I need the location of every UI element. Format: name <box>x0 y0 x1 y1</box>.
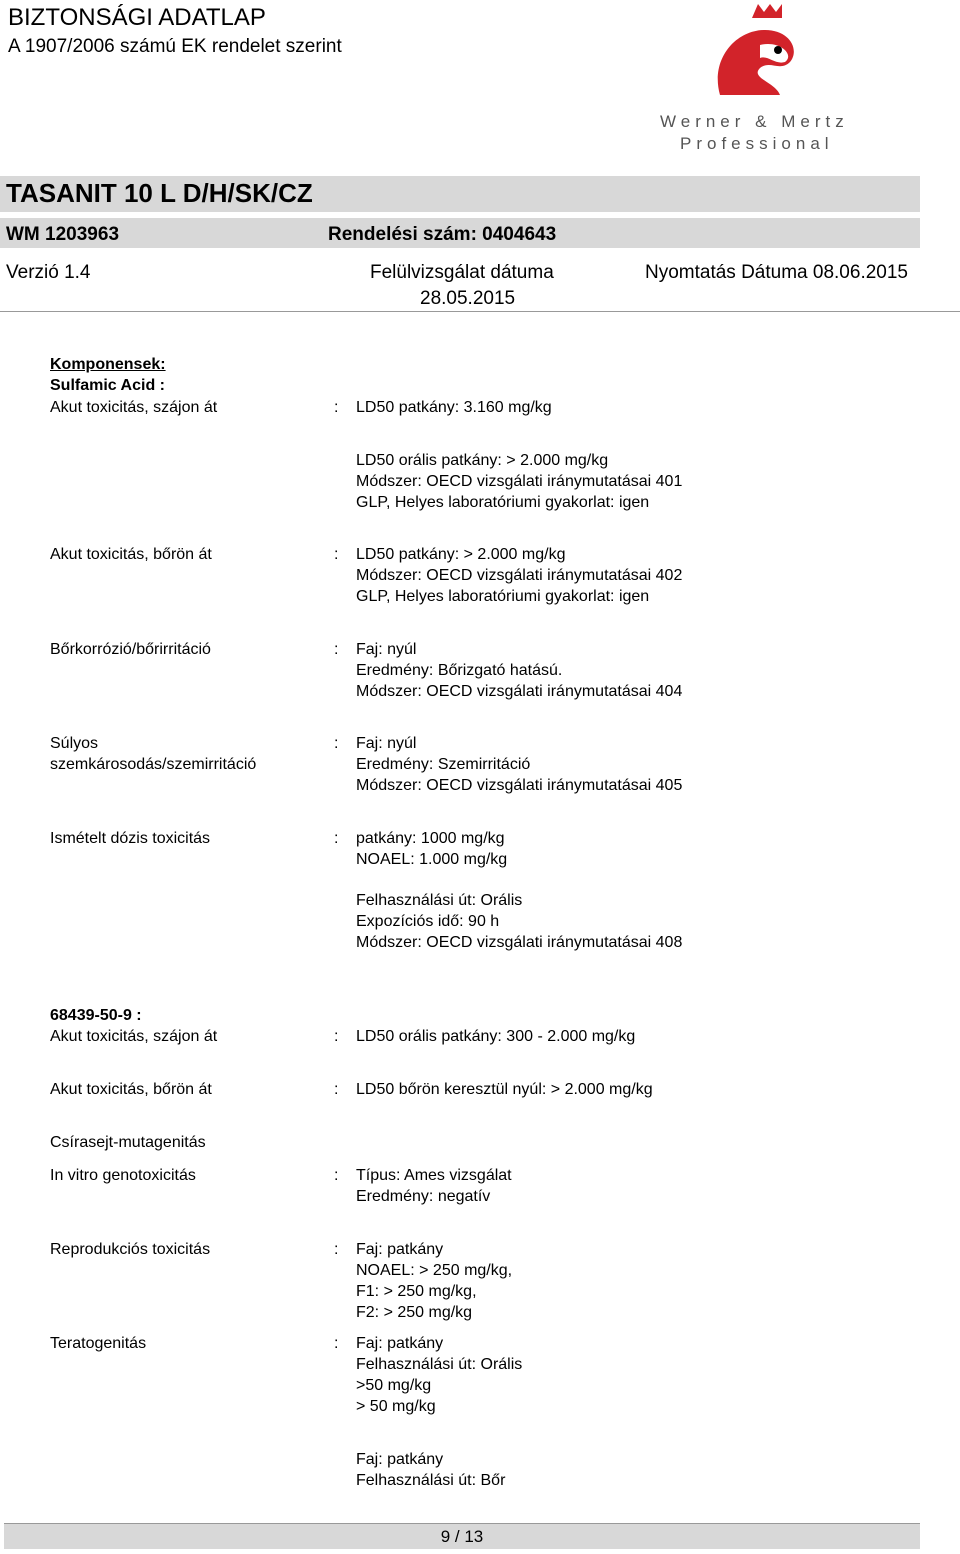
c5-value: Faj: patkány <box>356 1241 444 1258</box>
c2-colon: : <box>334 1081 339 1098</box>
s3-value: Faj: nyúl <box>356 641 417 658</box>
c2-value: LD50 bőrön keresztül nyúl: > 2.000 mg/kg <box>356 1081 653 1098</box>
s2-colon: : <box>334 546 339 563</box>
c6-value: >50 mg/kg <box>356 1377 432 1394</box>
header-divider <box>0 311 960 312</box>
c5-label: Reprodukciós toxicitás <box>50 1241 211 1258</box>
wm-number: WM 1203963 <box>6 224 120 245</box>
c5-colon: : <box>334 1241 339 1258</box>
s3-colon: : <box>334 641 339 658</box>
c4-value: Eredmény: negatív <box>356 1188 491 1205</box>
s5-value: Módszer: OECD vizsgálati iránymutatásai 408 <box>356 934 683 951</box>
c6-value: Faj: patkány <box>356 1451 444 1468</box>
page-number: 9 / 13 <box>440 1527 484 1546</box>
substance-heading: Sulfamic Acid : <box>50 377 165 394</box>
c1-label: Akut toxicitás, szájon át <box>50 1028 218 1045</box>
c1-colon: : <box>334 1028 339 1045</box>
s1-colon: : <box>334 399 339 416</box>
s1-label: Akut toxicitás, szájon át <box>50 399 218 416</box>
s5-value: Expozíciós idő: 90 h <box>356 913 500 930</box>
c6-value: Felhasználási út: Orális <box>356 1356 523 1373</box>
c3-label: Csírasejt-mutagenitás <box>50 1134 206 1151</box>
order-number: Rendelési szám: 0404643 <box>328 224 557 245</box>
c1-value: LD50 orális patkány: 300 - 2.000 mg/kg <box>356 1028 636 1045</box>
logo-wordmark: Werner & Mertz <box>660 112 849 131</box>
s1-value: LD50 patkány: 3.160 mg/kg <box>356 399 552 416</box>
c6-value: > 50 mg/kg <box>356 1398 436 1415</box>
product-name: TASANIT 10 L D/H/SK/CZ <box>6 178 313 208</box>
c6-colon: : <box>334 1335 339 1352</box>
s2-label: Akut toxicitás, bőrön át <box>50 546 212 563</box>
s3-label: Bőrkorrózió/bőrirritáció <box>50 641 211 658</box>
s5-value: Felhasználási út: Orális <box>356 892 523 909</box>
s2-value: LD50 patkány: > 2.000 mg/kg <box>356 546 566 563</box>
s1-value: Módszer: OECD vizsgálati iránymutatásai 401 <box>356 473 683 490</box>
c5-value: F1: > 250 mg/kg, <box>356 1283 477 1300</box>
print-date: Nyomtatás Dátuma 08.06.2015 <box>645 262 908 283</box>
s5-value: patkány: 1000 mg/kg <box>356 830 505 847</box>
c6-label: Teratogenitás <box>50 1335 147 1352</box>
s4-value: Faj: nyúl <box>356 735 417 752</box>
s5-value: NOAEL: 1.000 mg/kg <box>356 851 508 868</box>
s4-value: Eredmény: Szemirritáció <box>356 756 531 773</box>
s2-value: Módszer: OECD vizsgálati iránymutatásai 402 <box>356 567 683 584</box>
s4-label: szemkárosodás/szemirritáció <box>50 756 257 773</box>
s3-value: Eredmény: Bőrizgató hatású. <box>356 662 563 679</box>
logo-wordmark-sub: Professional <box>680 134 834 153</box>
regulation-subtitle: A 1907/2006 számú EK rendelet szerint <box>8 36 342 57</box>
s4-colon: : <box>334 735 339 752</box>
s2-value: GLP, Helyes laboratóriumi gyakorlat: igen <box>356 588 650 605</box>
c4-value: Típus: Ames vizsgálat <box>356 1167 512 1184</box>
s4-label: Súlyos <box>50 735 99 752</box>
s1-value: LD50 orális patkány: > 2.000 mg/kg <box>356 452 609 469</box>
revision-label: Felülvizsgálat dátuma <box>370 262 554 283</box>
version: Verzió 1.4 <box>6 262 91 283</box>
c4-label: In vitro genotoxicitás <box>50 1167 196 1184</box>
c6-value: Faj: patkány <box>356 1335 444 1352</box>
c2-label: Akut toxicitás, bőrön át <box>50 1081 212 1098</box>
c6-value: Felhasználási út: Bőr <box>356 1472 506 1489</box>
c5-value: F2: > 250 mg/kg <box>356 1304 473 1321</box>
components-heading: Komponensek: <box>50 356 166 373</box>
s1-value: GLP, Helyes laboratóriumi gyakorlat: igen <box>356 494 650 511</box>
footer-divider <box>4 1523 920 1524</box>
s4-value: Módszer: OECD vizsgálati iránymutatásai 405 <box>356 777 683 794</box>
s5-label: Ismételt dózis toxicitás <box>50 830 211 847</box>
c4-colon: : <box>334 1167 339 1184</box>
cas-heading: 68439-50-9 : <box>50 1007 142 1024</box>
c5-value: NOAEL: > 250 mg/kg, <box>356 1262 513 1279</box>
s3-value: Módszer: OECD vizsgálati iránymutatásai 404 <box>356 683 683 700</box>
document-title: BIZTONSÁGI ADATLAP <box>8 4 266 31</box>
revision-date: 28.05.2015 <box>420 288 516 309</box>
s5-colon: : <box>334 830 339 847</box>
